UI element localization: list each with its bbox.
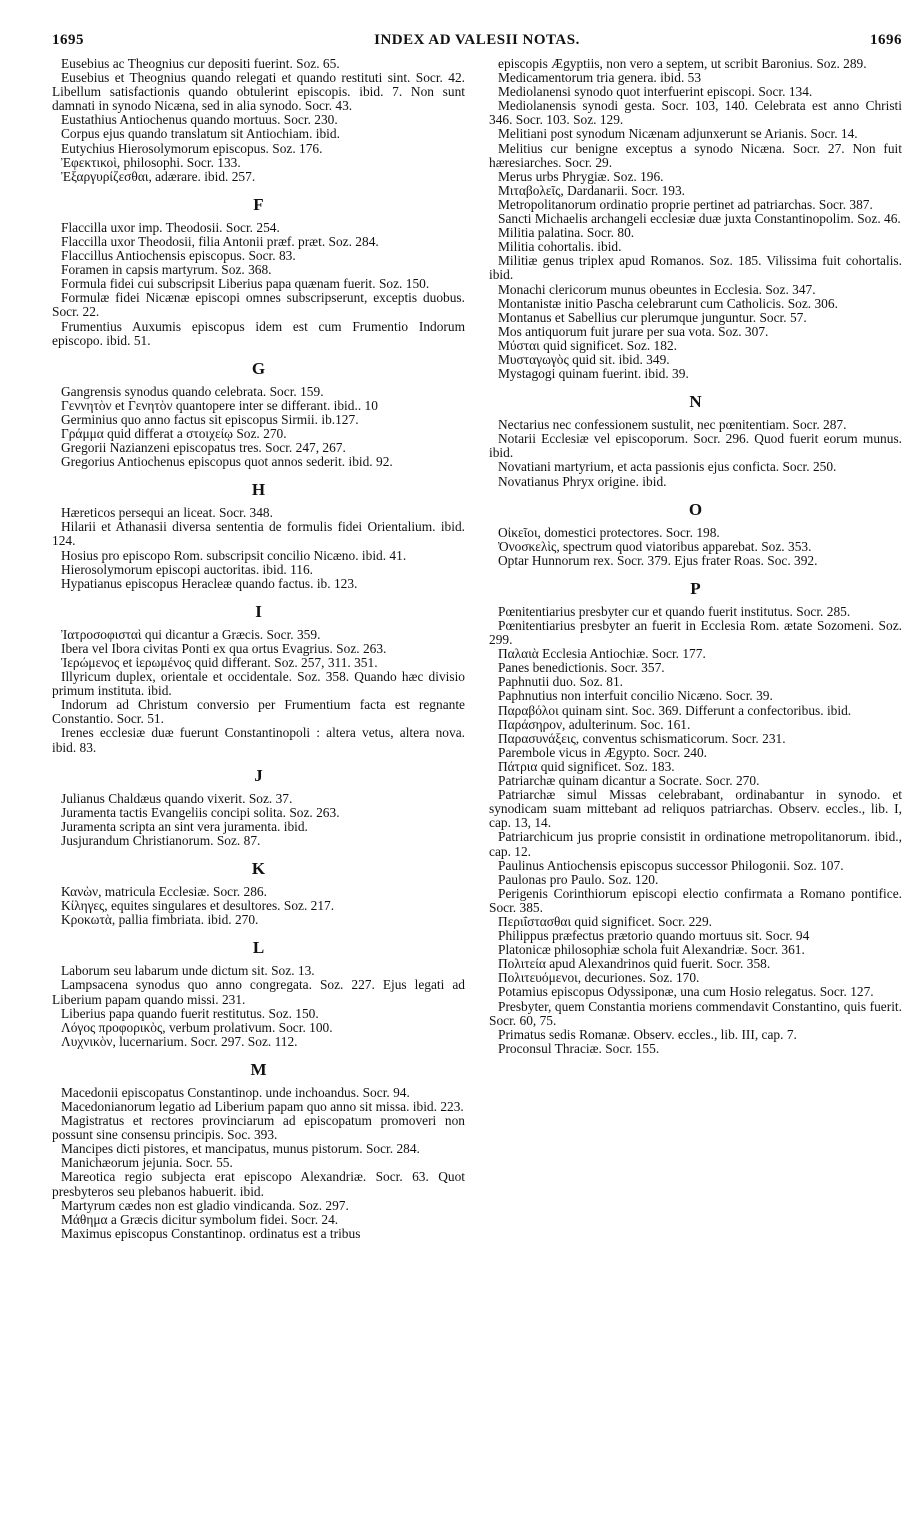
index-entry: Flaccilla uxor imp. Theodosii. Socr. 254. (61, 219, 280, 235)
index-entry: Pœnitentiarius presbyter cur et quando fuerit institutus. Socr. 285. (498, 603, 851, 619)
index-entry: Gregorius Antiochenus episcopus quot annos sederit. ibid. 92. (61, 454, 393, 470)
index-entry: Lampsacena synodus quo anno congregata. Soz. 227. Ejus legati ad Liberium papam quando missi. 231. (52, 977, 465, 1007)
right-page-number: 1696 (869, 32, 902, 48)
index-entry: Λόγος προφορικὸς, verbum prolativum. Socr. 100. (61, 1019, 333, 1035)
index-entry: Περιΐστασθαι quid significet. Socr. 229. (498, 913, 713, 929)
index-entry: Ὀνοσκελὶς, spectrum quod viatoribus apparebat. Soz. 353. (498, 538, 812, 554)
index-entry: Frumentius Auxumis episcopus idem est cum Frumentio Indorum episcopo. ibid. 51. (52, 318, 465, 348)
index-entry: Potamius episcopus Odyssiponæ, una cum Hosio relegatus. Socr. 127. (498, 984, 874, 1000)
index-entry: Macedonii episcopatus Constantinop. unde inchoandus. Socr. 94. (61, 1084, 410, 1100)
section-letter: H (251, 480, 266, 500)
index-entry: Ἐφεκτικοὶ, philosophi. Socr. 133. (61, 154, 241, 170)
index-entry: Militiæ genus triplex apud Romanos. Soz. 185. Vilissima fuit cohortalis. ibid. (489, 253, 902, 283)
index-entry: Hæreticos persequi an liceat. Socr. 348. (61, 505, 273, 521)
index-entry: Philippus præfectus prætorio quando mortuus sit. Socr. 94 (498, 928, 810, 944)
index-entry: Μάθημα a Græcis dicitur symbolum fidei. Socr. 24. (61, 1211, 339, 1227)
index-entry: Paphnutius non interfuit concilio Nicæno. Socr. 39. (498, 688, 773, 704)
index-entry: Merus urbs Phrygiæ. Soz. 196. (498, 168, 664, 184)
running-title: INDEX AD VALESII NOTAS. (374, 32, 580, 48)
index-entry: Juramenta tactis Evangeliis concipi solita. Soz. 263. (61, 804, 340, 820)
index-entry: Πολιτευόμενοι, decuriones. Soz. 170. (498, 970, 700, 986)
index-entry: Notarii Ecclesiæ vel episcoporum. Socr. 296. Quod fuerit eorum munus. ibid. (489, 431, 902, 461)
index-entry: Γράμμα quid differat a στοιχείῳ Soz. 270. (61, 425, 287, 441)
index-entry: Eutychius Hierosolymorum episcopus. Soz. 176. (61, 140, 323, 156)
index-entry: Eustathius Antiochenus quando mortuus. Socr. 230. (61, 112, 338, 128)
index-entry: Ibera vel Ibora civitas Ponti ex qua ortus Evagrius. Soz. 263. (61, 640, 387, 656)
index-entry: Montanistæ initio Pascha celebrarunt cum Catholicis. Soz. 306. (498, 295, 838, 311)
section-letter: I (255, 601, 262, 621)
index-entry: Hierosolymorum episcopi auctoritas. ibid. 116. (61, 561, 314, 577)
section-letter: F (253, 194, 264, 214)
section-letter: N (689, 392, 702, 412)
index-entry: Jusjurandum Christianorum. Soz. 87. (61, 832, 261, 848)
index-entry: Οἰκεῖοι, domestici protectores. Socr. 198. (498, 524, 720, 540)
index-entry: Κίληγες, equites singulares et desultores. Soz. 217. (61, 898, 335, 914)
index-entry: Pœnitentiarius presbyter an fuerit in Ecclesia Rom. ætate Sozomeni. Soz. 299. (489, 618, 902, 648)
index-entry: Metropolitanorum ordinatio proprie pertinet ad patriarchas. Socr. 387. (498, 196, 873, 212)
index-entry: Martyrum cædes non est gladio vindicanda. Soz. 297. (61, 1197, 349, 1213)
index-entry: Montanus et Sabellius cur plerumque junguntur. Socr. 57. (498, 309, 807, 325)
index-entry: Patriarchicum jus proprie consistit in ordinatione metropolitanorum. ibid., cap. 12. (489, 829, 902, 859)
section-letter: M (250, 1059, 267, 1079)
index-entry: Μύσται quid significet. Soz. 182. (498, 337, 677, 353)
section-letter: G (251, 358, 266, 378)
index-entry: Monachi clericorum munus obeuntes in Ecclesia. Soz. 347. (498, 281, 816, 297)
index-entry: Germinius quo anno factus sit episcopus Sirmii. ib.127. (61, 411, 359, 427)
index-entry: Mystagogi quinam fuerint. ibid. 39. (498, 366, 689, 382)
index-entry: Γεννητὸν et Γενητὸν quantopere inter se differant. ibid.. 10 (61, 397, 378, 413)
index-entry: Irenes ecclesiæ duæ fuerunt Constantinopoli : altera vetus, altera nova. ibid. 83. (52, 725, 465, 755)
left-column (52, 57, 465, 1241)
index-entry: Λυχνικὸν, lucernarium. Socr. 297. Soz. 112. (61, 1033, 298, 1049)
index-entry: Perigenis Corinthiorum episcopi electio confirmata a Romano pontifice. Socr. 385. (489, 885, 902, 915)
index-entry: Nectarius nec confessionem sustulit, nec pœnitentiam. Socr. 287. (498, 417, 847, 433)
index-entry: Μιταβολεῖς, Dardanarii. Socr. 193. (498, 182, 686, 198)
index-entry: Mediolanensis synodi gesta. Socr. 103, 140. Celebrata est anno Christi 346. Socr. 103. Soz. 129. (489, 98, 902, 128)
index-entry: Mos antiquorum fuit jurare per sua vota. Soz. 307. (498, 323, 769, 339)
index-entry: Hilarii et Athanasii diversa sententia de formulis fidei Orientalium. ibid. 124. (52, 519, 465, 549)
index-entry: Paulinus Antiochensis episcopus successor Philogonii. Soz. 107. (498, 857, 844, 873)
index-entry: Melitiani post synodum Nicænam adjunxerunt se Arianis. Socr. 14. (498, 126, 858, 142)
index-entry: Novatiani martyrium, et acta passionis ejus conficta. Socr. 250. (498, 459, 837, 475)
index-entry: Παραβόλοι quinam sint. Soc. 369. Differunt a confectoribus. ibid. (498, 702, 852, 718)
index-entry: Μυσταγωγὸς quid sit. ibid. 349. (498, 351, 670, 367)
index-entry: Macedonianorum legatio ad Liberium papam quo anno sit missa. ibid. 223. (61, 1098, 464, 1114)
index-entry: Platonicæ philosophiæ schola fuit Alexandriæ. Socr. 361. (498, 942, 805, 958)
index-entry: Formulæ fidei Nicænæ episcopi omnes subscripserunt, exceptis duobus. Socr. 22. (52, 290, 465, 320)
left-page-number: 1695 (52, 32, 84, 48)
index-entry: Flaccillus Antiochensis episcopus. Socr. 83. (61, 248, 296, 264)
page-header (52, 32, 902, 49)
index-entry: Eusebius et Theognius quando relegati et quando restituti sint. Socr. 42. Libellum satisfactionis quando obtulerint episcopis. ibid. 7. Non sunt damnati in synodo Nicæna, sed in alia synodo. Socr. 43. (52, 70, 465, 114)
index-entry: Parembole vicus in Ægypto. Socr. 240. (498, 744, 708, 760)
index-entry: Πολιτεία apud Alexandrinos quid fuerit. Socr. 358. (498, 956, 771, 972)
index-entry: Proconsul Thraciæ. Socr. 155. (498, 1040, 660, 1056)
index-entry: episcopis Ægyptiis, non vero a septem, ut scribit Baronius. Soz. 289. (498, 56, 867, 71)
index-entry: Juramenta scripta an sint vera juramenta. ibid. (61, 818, 308, 834)
index-entry: Ἱερώμενος et ἱερωμένος quid differant. Soz. 257, 311. 351. (61, 655, 378, 670)
index-entry: Militia palatina. Socr. 80. (498, 225, 635, 241)
index-entry: Militia cohortalis. ibid. (498, 239, 622, 255)
index-entry: Illyricum duplex, orientale et occidentale. Soz. 358. Quando hæc divisio primum instituta. ibid. (52, 669, 465, 699)
index-entry: Indorum ad Christum conversio per Frumentium facta est regnante Constantio. Socr. 51. (52, 697, 465, 727)
index-entry: Πάτρια quid significet. Soz. 183. (498, 758, 675, 774)
index-entry: Mediolanensi synodo quot interfuerint episcopi. Socr. 134. (498, 84, 813, 100)
section-letter: O (688, 499, 703, 519)
index-entry: Παλαιὰ Ecclesia Antiochiæ. Socr. 177. (498, 646, 706, 662)
index-entry: Manichæorum jejunia. Socr. 55. (61, 1155, 233, 1171)
index-entry: Julianus Chaldæus quando vixerit. Soz. 37. (61, 790, 293, 806)
index-entry: Foramen in capsis martyrum. Soz. 368. (61, 262, 272, 278)
index-entry: Laborum seu labarum unde dictum sit. Soz. 13. (61, 963, 315, 979)
index-entry: Κανὼν, matricula Ecclesiæ. Socr. 286. (61, 884, 267, 900)
index-entry: Hypatianus episcopus Heracleæ quando factus. ib. 123. (61, 575, 358, 591)
index-entry: Paphnutii duo. Soz. 81. (498, 674, 623, 690)
index-entry: Paulonas pro Paulo. Soz. 120. (498, 871, 659, 887)
section-letter: P (690, 578, 701, 598)
section-letter: K (251, 859, 266, 879)
right-column (489, 57, 902, 1241)
index-entry: Παρασυνάξεις, conventus schismaticorum. Socr. 231. (498, 730, 786, 746)
index-entry: Gregorii Nazianzeni episcopatus tres. Socr. 247, 267. (61, 440, 346, 456)
index-entry: Medicamentorum tria genera. ibid. 53 (498, 70, 702, 86)
index-entry: Liberius papa quando fuerit restitutus. Soz. 150. (61, 1005, 319, 1021)
index-entry: Optar Hunnorum rex. Socr. 379. Ejus frater Roas. Soc. 392. (498, 552, 818, 568)
index-entry: Magistratus et rectores provinciarum ad episcopatum promoveri non possunt sine consensu principis. Soc. 393. (52, 1113, 465, 1143)
index-entry: Eusebius ac Theognius cur depositi fuerint. Soz. 65. (61, 56, 340, 71)
index-entry: Panes benedictionis. Socr. 357. (498, 660, 665, 676)
index-entry: Corpus ejus quando translatum sit Antiochiam. ibid. (61, 126, 340, 142)
index-entry: Novatianus Phryx origine. ibid. (498, 473, 667, 489)
index-entry: Presbyter, quem Constantia moriens commendavit Constantino, quis fuerit. Socr. 60, 75. (489, 998, 902, 1028)
index-entry: Formula fidei cui subscripsit Liberius papa quænam fuerit. Soz. 150. (61, 276, 430, 292)
index-entry: Maximus episcopus Constantinop. ordinatus est a tribus (61, 1225, 361, 1241)
index-entry: Κροκωτὰ, pallia fimbriata. ibid. 270. (61, 912, 259, 928)
index-entry: Ἐξαργυρίζεσθαι, adærare. ibid. 257. (61, 168, 256, 184)
index-entry: Primatus sedis Romanæ. Observ. eccles., lib. III, cap. 7. (498, 1026, 797, 1042)
index-entry: Παράσηρον, adulterinum. Soc. 161. (498, 716, 691, 732)
index-entry: Gangrensis synodus quando celebrata. Socr. 159. (61, 383, 324, 399)
index-entry: Melitius cur benigne exceptus a synodo Nicæna. Socr. 27. Non fuit hæresiarches. Socr. 29. (489, 140, 902, 170)
index-entry: Patriarchæ quinam dicantur a Socrate. Socr. 270. (498, 773, 760, 789)
index-entry: Mareotica regio subjecta erat episcopo Alexandriæ. Socr. 63. Quot presbyteros seu plebanos habuerit. ibid. (52, 1169, 465, 1199)
index-entry: Hosius pro episcopo Rom. subscripsit concilio Nicæno. ibid. 41. (61, 547, 407, 563)
index-entry: Flaccilla uxor Theodosii, filia Antonii præf. præt. Soz. 284. (61, 233, 379, 249)
index-entry: Mancipes dicti pistores, et mancipatus, munus pistorum. Socr. 284. (61, 1141, 420, 1157)
section-letter: J (254, 765, 263, 785)
section-letter: L (252, 938, 265, 958)
index-entry: Sancti Michaelis archangeli ecclesiæ duæ juxta Constantinopolim. Soz. 46. (498, 211, 901, 227)
index-entry: Ἰατροσοφισταὶ qui dicantur a Græcis. Socr. 359. (61, 626, 321, 642)
index-entry: Patriarchæ simul Missas celebrabant, ordinabantur in synodo. et synodicam suam mittebant ad reliquos patriarchas. Observ. eccles., lib. I, cap. 13, 14. (489, 787, 902, 831)
